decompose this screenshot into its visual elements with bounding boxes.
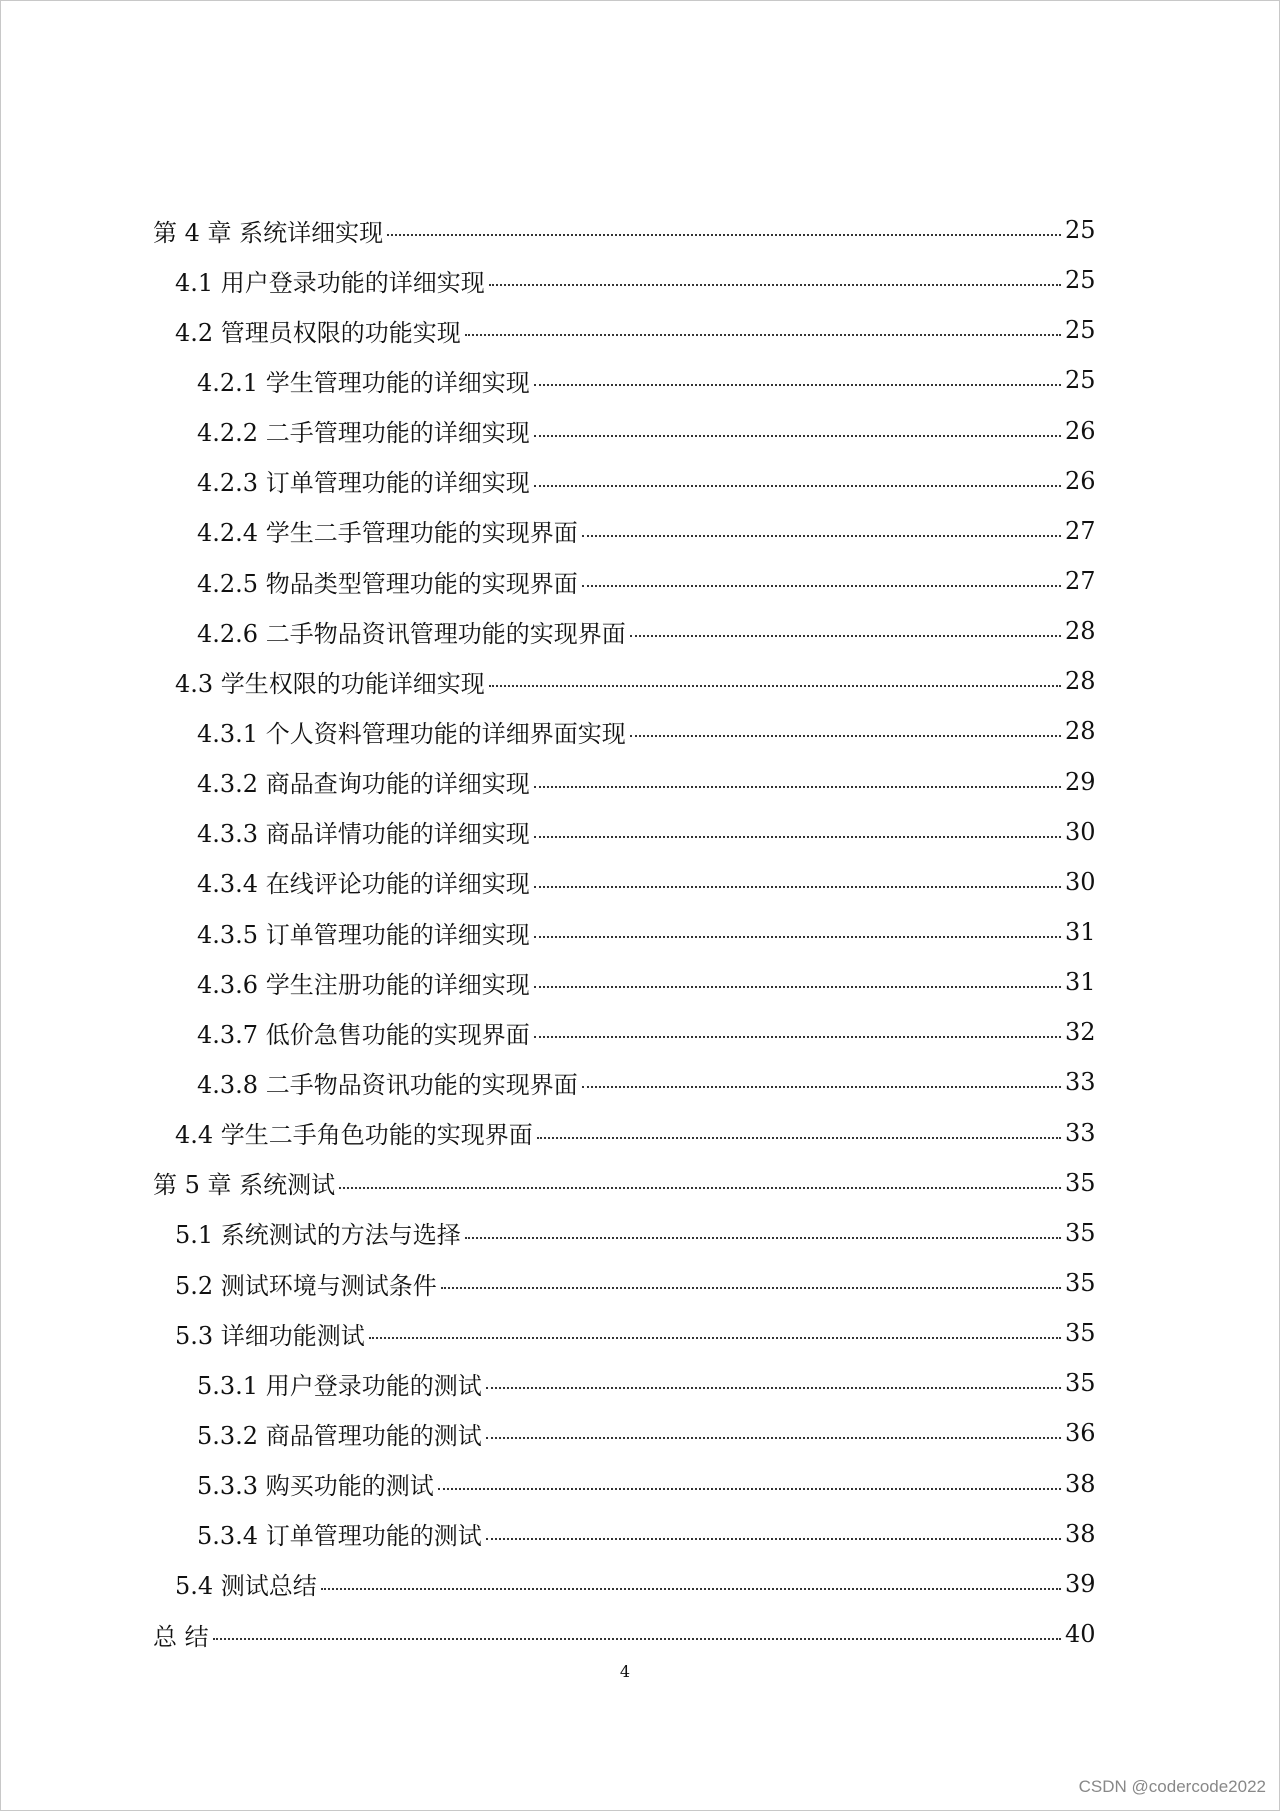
toc-entry-page: 25 [1065,266,1096,295]
toc-entry [0,706,1280,756]
toc-entry-title: 4.2.4 学生二手管理功能的实现界面 [197,519,578,548]
toc-entry [0,606,1280,656]
toc-entry-page: 35 [1065,1369,1096,1398]
toc-entry-title: 4.3.8 二手物品资讯功能的实现界面 [197,1070,578,1099]
toc-dot-leader [537,1137,1061,1139]
toc-entry-title: 总 结 [153,1622,209,1651]
toc-entry-page: 28 [1065,617,1096,646]
toc-dot-leader [486,1387,1061,1389]
toc-entry-page: 38 [1065,1469,1096,1498]
toc-entry [0,1158,1280,1208]
toc-entry-title: 5.4 测试总结 [175,1572,317,1601]
toc-entry-page: 30 [1065,867,1096,896]
toc-entry-title: 第 5 章 系统测试 [153,1171,336,1200]
toc-entry-page: 39 [1065,1569,1096,1598]
toc-entry [0,656,1280,706]
toc-entry-page: 33 [1065,1068,1096,1097]
toc-dot-leader [213,1638,1061,1640]
toc-entry-page: 27 [1065,567,1096,596]
toc-entry-page: 40 [1065,1620,1096,1648]
toc-entry-page: 25 [1065,216,1096,245]
toc-dot-leader [630,735,1061,737]
toc-dot-leader [369,1337,1061,1339]
toc-entry-page: 35 [1065,1319,1096,1348]
watermark: CSDN @codercode2022 [1078,1777,1266,1796]
toc-entry-page: 26 [1065,416,1096,445]
toc-entry-title: 5.3.2 商品管理功能的测试 [197,1421,482,1450]
toc-entry [0,1007,1280,1057]
toc-entry-title: 4.3.1 个人资料管理功能的详细界面实现 [197,719,626,748]
toc-entry-title: 5.1 系统测试的方法与选择 [175,1221,461,1250]
toc-entry [0,1258,1280,1308]
toc-dot-leader [339,1187,1061,1189]
toc-entry [0,406,1280,456]
toc-entry [0,907,1280,957]
toc-entry-page: 36 [1065,1419,1096,1448]
toc-entry [0,1208,1280,1258]
toc-dot-leader [465,1237,1061,1239]
toc-entry [0,355,1280,405]
toc-dot-leader [534,936,1061,938]
toc-entry-page: 25 [1065,366,1096,395]
toc-entry-title: 5.3.1 用户登录功能的测试 [197,1371,482,1400]
toc-entry [0,456,1280,506]
toc-dot-leader [438,1488,1061,1490]
toc-entry [0,1559,1280,1609]
toc-entry-page: 33 [1065,1118,1096,1147]
toc-dot-leader [534,1036,1061,1038]
toc-entry-title: 4.2 管理员权限的功能实现 [175,318,461,347]
toc-entry-title: 5.3.3 购买功能的测试 [197,1472,434,1501]
toc-dot-leader [534,384,1061,386]
toc-dot-leader [465,334,1061,336]
toc-entry-page: 38 [1065,1519,1096,1548]
toc-dot-leader [486,1538,1061,1540]
toc-entry-title: 5.2 测试环境与测试条件 [175,1271,437,1300]
toc-entry-title: 4.2.6 二手物品资讯管理功能的实现界面 [197,619,626,648]
toc-entry [0,556,1280,606]
toc-dot-leader [441,1287,1061,1289]
toc-entry [0,205,1280,255]
toc-entry-title: 4.2.1 学生管理功能的详细实现 [197,368,530,397]
toc-entry [0,857,1280,907]
toc-entry-page: 27 [1065,516,1096,545]
toc-dot-leader [582,535,1061,537]
page-number: 4 [619,1662,631,1681]
toc-entry [0,1057,1280,1107]
toc-dot-leader [534,886,1061,888]
toc-dot-leader [534,786,1061,788]
toc-entry [0,255,1280,305]
table-of-contents [0,205,1280,1659]
toc-entry [0,807,1280,857]
toc-entry-title: 4.3.5 订单管理功能的详细实现 [197,920,530,949]
toc-entry-title: 4.3.2 商品查询功能的详细实现 [197,770,530,799]
toc-entry-page: 28 [1065,667,1096,696]
toc-entry-page: 28 [1065,717,1096,746]
toc-entry-page: 31 [1065,968,1096,997]
toc-entry-title: 第 4 章 系统详细实现 [153,218,384,247]
toc-entry-title: 4.3.6 学生注册功能的详细实现 [197,970,530,999]
toc-entry-page: 26 [1065,466,1096,495]
toc-entry [0,1509,1280,1559]
toc-entry-title: 4.2.2 二手管理功能的详细实现 [197,419,530,448]
toc-entry-page: 32 [1065,1018,1096,1047]
toc-entry-page: 35 [1065,1218,1096,1247]
toc-entry [0,1459,1280,1509]
toc-entry-title: 4.2.5 物品类型管理功能的实现界面 [197,569,578,598]
toc-entry [0,1358,1280,1408]
toc-entry-title: 4.2.3 订单管理功能的详细实现 [197,469,530,498]
toc-entry [0,1108,1280,1158]
toc-dot-leader [489,284,1061,286]
toc-entry-title: 4.1 用户登录功能的详细实现 [175,268,485,297]
toc-entry-title: 4.4 学生二手角色功能的实现界面 [175,1121,533,1150]
toc-entry-page: 30 [1065,817,1096,846]
toc-dot-leader [582,1086,1061,1088]
toc-entry-title: 5.3.4 订单管理功能的测试 [197,1522,482,1551]
toc-entry [0,1308,1280,1358]
toc-entry-page: 29 [1065,767,1096,796]
toc-entry [0,757,1280,807]
toc-dot-leader [534,435,1061,437]
toc-dot-leader [486,1437,1061,1439]
toc-dot-leader [534,485,1061,487]
toc-entry-title: 4.3.4 在线评论功能的详细实现 [197,870,530,899]
toc-entry [0,305,1280,355]
toc-entry-title: 4.3.3 商品详情功能的详细实现 [197,820,530,849]
toc-entry [0,957,1280,1007]
toc-dot-leader [489,685,1061,687]
toc-entry [0,1408,1280,1458]
toc-dot-leader [534,836,1061,838]
toc-dot-leader [534,986,1061,988]
toc-entry [0,506,1280,556]
toc-dot-leader [630,635,1061,637]
toc-dot-leader [387,234,1061,236]
toc-entry [0,1609,1280,1659]
toc-entry-page: 25 [1065,316,1096,345]
toc-entry-page: 35 [1065,1269,1096,1298]
toc-entry-title: 4.3.7 低价急售功能的实现界面 [197,1020,530,1049]
toc-entry-page: 31 [1065,918,1096,947]
toc-entry-title: 5.3 详细功能测试 [175,1321,365,1350]
toc-entry-page: 35 [1065,1168,1096,1197]
toc-entry-title: 4.3 学生权限的功能详细实现 [175,669,485,698]
toc-dot-leader [582,585,1061,587]
toc-dot-leader [321,1588,1061,1590]
